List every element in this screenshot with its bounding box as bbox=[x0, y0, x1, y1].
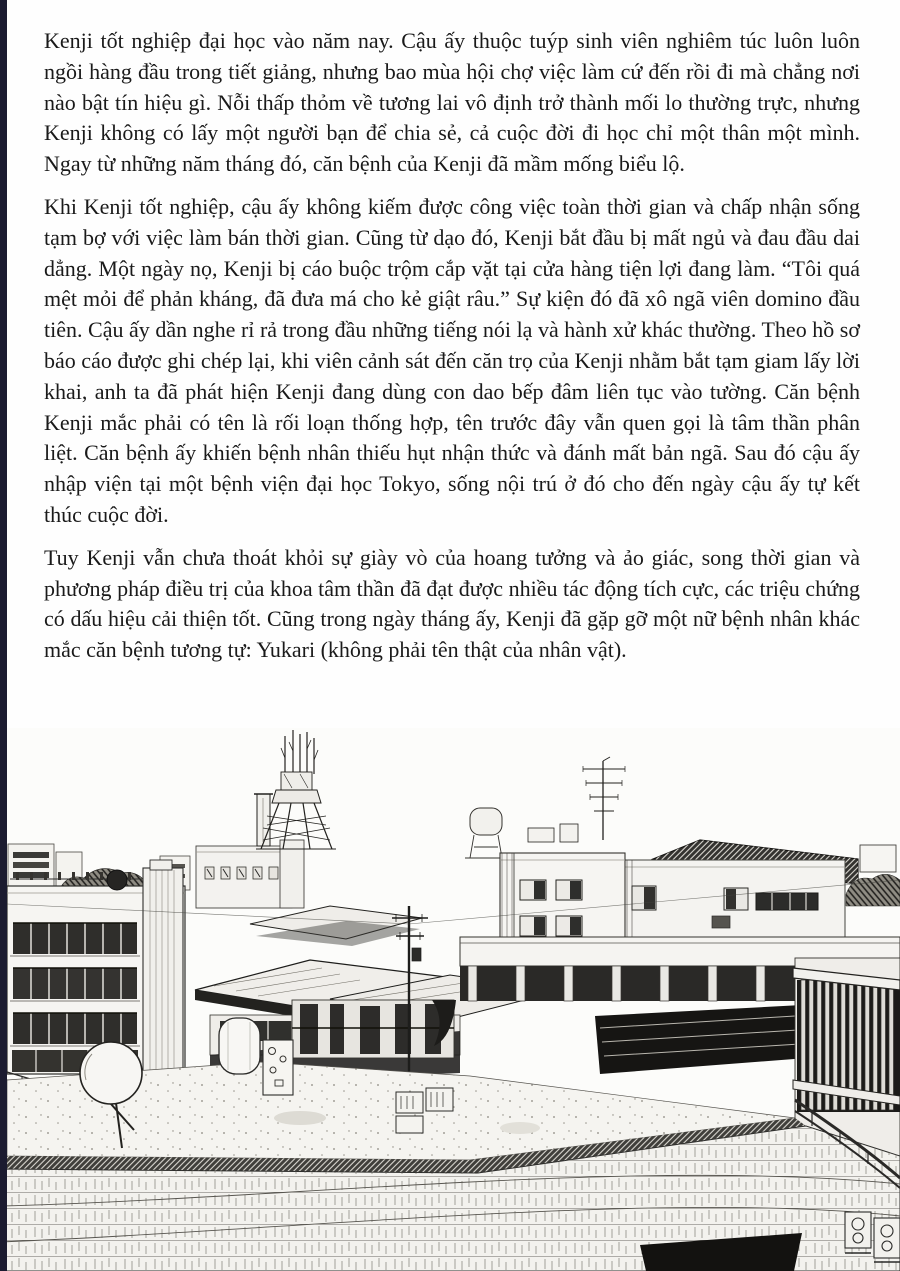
page-left-border bbox=[0, 0, 7, 1271]
storefronts bbox=[292, 1000, 456, 1058]
paragraph-1: Kenji tốt nghiệp đại học vào năm nay. Cậu ấy thuộc tuýp sinh viên nghiêm túc luôn luôn ngồi hàng đầu trong tiết giảng, nhưng bao mùa hội chợ việc làm cứ đến rồi đi mà chẳng nơi nào bật tín hiệu gì. Nỗi thấp thỏm về tương lai vô định trở thành mối lo thường trực, nhưng Kenji không có lấy một người bạn để chia sẻ, cả cuộc đời đi học chỉ một thân một mình. Ngay từ những năm tháng đó, căn bệnh của Kenji đã mầm mống biểu lộ. bbox=[44, 28, 860, 177]
left-apartment bbox=[7, 860, 185, 1074]
far-right-box bbox=[860, 845, 896, 872]
midground-building-left bbox=[196, 840, 304, 908]
wide-building bbox=[625, 860, 845, 938]
signboard bbox=[263, 1040, 293, 1095]
cylinder-tank bbox=[219, 1018, 260, 1074]
cityscape-illustration bbox=[0, 728, 900, 1271]
paragraph-3: Tuy Kenji vẫn chưa thoát khỏi sự giày vò của hoang tưởng và ảo giác, song thời gian và phương pháp điều trị của khoa tâm thần đã đạt được nhiều tác động tích cực, các triệu chứng có dấu hiệu cải thiện tốt. Cũng trong ngày tháng ấy, Kenji đã gặp gỡ một nữ bệnh nhân khác mắc căn bệnh tương tự: Yukari (không phải tên thật của nhân vật). bbox=[44, 544, 860, 663]
paragraph-2: Khi Kenji tốt nghiệp, cậu ấy không kiếm được công việc toàn thời gian và chấp nhận sống tạm bợ với việc làm bán thời gian. Cũng từ dạo đó, Kenji bắt đầu bị mất ngủ và đau đầu dai dẳng. Một ngày nọ, Kenji bị cáo buộc trộm cắp vặt tại cửa hàng tiện lợi đang làm. “Tôi quá mệt mỏi để phản kháng, đã đưa má cho kẻ giật râu.” Sự kiện đó đã xô ngã viên domino đầu tiên. Cậu ấy dần nghe rỉ rả trong đầu những tiếng nói lạ và hành xử khác thường. Theo hồ sơ báo cáo được ghi chép lại, khi viên cảnh sát đến căn trọ của Kenji nhằm bắt tạm giam lấy lời khai, anh ta đã phát hiện Kenji đang dùng con dao bếp đâm liên tục vào tường. Căn bệnh Kenji mắc phải có tên là rối loạn thống hợp, tên trước đây vẫn quen gọi là tâm thần phân liệt. Căn bệnh ấy khiến bệnh nhân thiếu hụt nhận thức và đánh mất bản ngã. Sau đó cậu ấy nhập viện tại một bệnh viện đại học Tokyo, sống nội trú ở đó cho đến ngày cậu ấy tự kết thúc cuộc đời. bbox=[44, 193, 860, 527]
article-text bbox=[44, 26, 860, 678]
